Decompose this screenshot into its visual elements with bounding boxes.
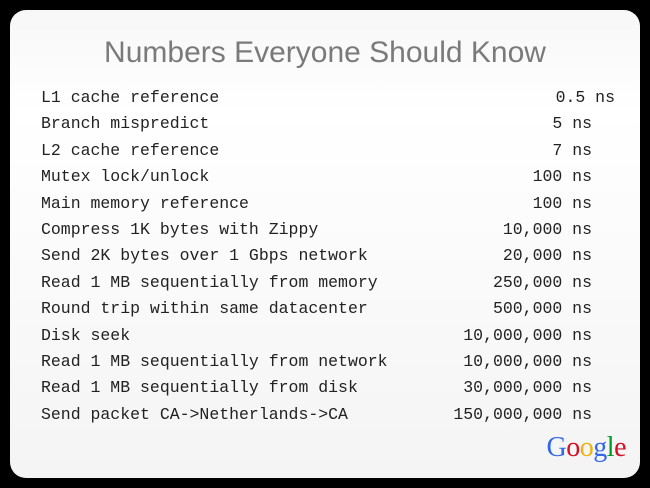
row-value: 10,000 ns (502, 219, 592, 239)
table-row (41, 326, 621, 352)
table-row (41, 141, 621, 167)
table-row (41, 273, 621, 299)
row-value: 7 ns (552, 140, 592, 160)
row-label: Compress 1K bytes with Zippy (41, 219, 319, 239)
row-value: 100 ns (532, 167, 592, 187)
row-value: 0.5 ns (555, 88, 615, 107)
logo-letter: o (579, 432, 594, 463)
table-row (41, 378, 621, 404)
row-value: 250,000 ns (492, 272, 592, 292)
logo-letter: g (593, 432, 607, 463)
row-value: 30,000,000 ns (463, 378, 592, 398)
row-label: Read 1 MB sequentially from memory (41, 272, 378, 292)
latency-table (41, 88, 621, 431)
slide-title: Numbers Everyone Should Know (104, 36, 546, 69)
table-row (41, 405, 621, 431)
row-value: 10,000,000 ns (463, 325, 592, 345)
row-label: Disk seek (41, 325, 131, 345)
table-row (41, 114, 621, 140)
row-label: L1 cache reference (41, 88, 220, 107)
slide-panel (10, 10, 640, 478)
table-row (41, 167, 621, 193)
table-row (41, 194, 621, 220)
logo-letter: l (606, 432, 615, 463)
row-label: Send 2K bytes over 1 Gbps network (41, 246, 368, 266)
logo-letter: e (614, 432, 626, 463)
row-value: 100 ns (532, 193, 592, 213)
row-label: Mutex lock/unlock (41, 167, 210, 187)
row-label: Round trip within same datacenter (41, 299, 368, 319)
row-label: Read 1 MB sequentially from disk (41, 378, 358, 398)
logo-letter: G (546, 432, 567, 463)
row-label: Branch mispredict (41, 114, 210, 134)
row-label: Read 1 MB sequentially from network (41, 351, 388, 371)
table-row (41, 220, 621, 246)
row-value: 5 ns (552, 114, 592, 134)
google-logo (547, 432, 626, 464)
row-label: L2 cache reference (41, 140, 220, 160)
row-label: Send packet CA->Netherlands->CA (41, 404, 348, 424)
table-row (41, 246, 621, 272)
row-value: 20,000 ns (502, 246, 592, 266)
table-row (41, 352, 621, 378)
logo-letter: o (566, 432, 580, 463)
table-row (41, 299, 621, 325)
row-label: Main memory reference (41, 193, 249, 213)
table-row (41, 88, 621, 114)
row-value: 500,000 ns (492, 299, 592, 319)
row-value: 10,000,000 ns (463, 351, 592, 371)
row-value: 150,000,000 ns (453, 404, 592, 424)
